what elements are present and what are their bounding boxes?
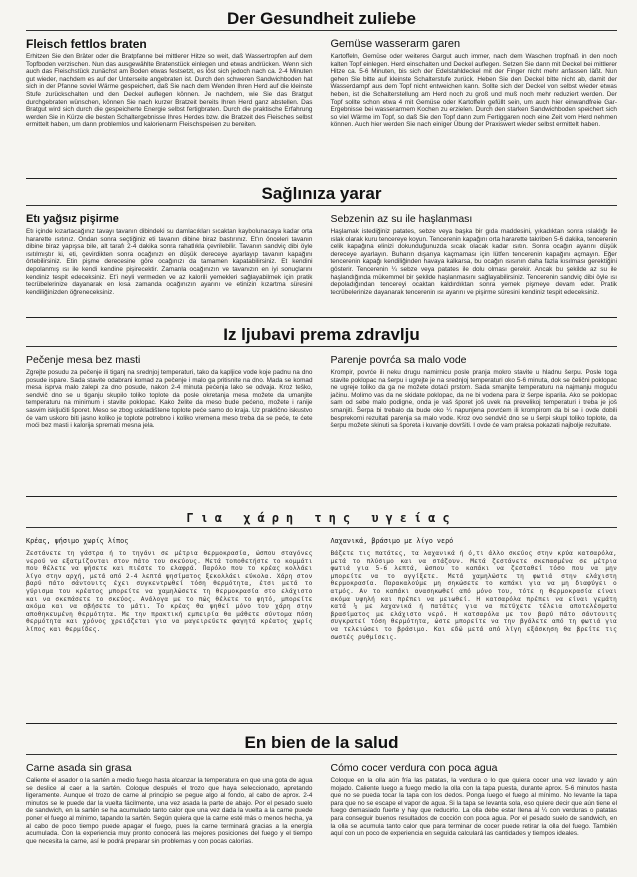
article-body: Zgrejte posudu za pečenje ili tiganj na srednjoj temperaturi, tako da kapljice vode koje padnu na dno posude ispare. Sada stavite odabrani komad za pečenje i malo ga pritisnite na dno. Mada se komad mesa isprva malo zalepi za dno posude, nakon 2-4 minuta pećenja lako se odvaja. Kroz teško, sendvič dno se u tiganju skupilo toliko toplote da posle okretanja mesa možete da umanjite temperaturu na minimum i stavite poklopac. Kako želite da meso bude pećeno, možete i ranije sasvim isključiti šporet. Meso se zbog uskladištene toplote peće samo do kraja. Uz praktično iskustvo će vam uskoro biti jasno koliko je toplote potrebno i koliko vremena meso treba da se peće, te ćete moći bez masti i kalorija spremati mesna jela. — [26, 369, 313, 430]
article-right — [331, 761, 618, 844]
section-title: En bien de la salud — [244, 733, 399, 752]
title-rule — [26, 754, 617, 755]
article-heading: Parenje povrća sa malo vode — [330, 354, 467, 366]
article-body: Erhitzen Sie den Bräter oder die Bratpfanne bei mittlerer Hitze so weit, daß Wassertropfen auf dem Topfboden verzischen. Nun das ausgewählte Bratenstück einlegen und etwas andrücken. Wenn sich auch das Fleischstück zunächst am Boden etwas festsetzt, es löst sich jedoch nach ca. 2-4 Minuten gut wieder, nachdem es auf der Unterseite angebraten ist. Durch den schweren Sandwichboden hat sich in der Pfanne soviel Wärme gespeichert, daß Sie nach dem Wenden Ihren Herd auf die kleinste Stufe zurückschalten und den Deckel auflegen können. Je nachdem, wie Sie das Bratgut durchgebraten wünschen, können Sie nach kurzer Bratzeit bereits Ihren Herd ganz abstellen. Das Bratgut wird sich durch die gespeicherte Energie selbst fertigbraten. Durch die praktische Erfahrung werden Sie in Kürze die besten Schaltergebnisse Ihres Herdes bzw. die Bratzeit des Fleisches selbst ermittelt haben, um dann problemlos und kalorienarm Fleischspeisen zu bereiten. — [26, 53, 313, 129]
section-title: Sağlınıza yarar — [261, 184, 382, 203]
article-heading: Λαχανικά, βράσιμο με λίγο νερό — [330, 537, 454, 545]
article-left — [26, 212, 313, 296]
article-heading: Fleisch fettlos braten — [26, 37, 147, 51]
article-body: Ζεστάνετε τη γάστρα ή το τηγάνι σε μέτρια θερμοκρασία, ώσπου σταγόνες νερού να εξατμίζονται στον πάτο του σκεύους. Μετά τοποθετήστε το κομμάτι που θέλετε να ψήσετε και πιέστε το ελαφρά. Παρόλο που το κρέας κολλάει λίγο στην αρχή, μετά από 2-4 λεπτά ψησίματος ξεκολλάει εύκολα. Χάρη στον βαρύ πάτο σάντουιτς έχει συγκεντρωθεί τόση θερμότητα, έτσι μετά το γύρισμα του κρέατος μπορείτε να χαμηλώσετε τη θερμοκρασία στο ελάχιστο και να σκεπάσετε το σκεύος. Ανάλογα με το πώς θέλετε το ψητό, μπορείτε ακόμα και να σβήσετε το μάτι. Το κρέας θα ψηθεί μόνο του χάρη στην αποθηκευμένη θερμότητα. Με την πρακτική εμπειρία θα μάθετε σύντομα πόση θερμότητα και χρόνος χρειάζεται για να μαγειρεύετε φαγητά κρέατος χωρίς λίπος και θερμίδες. — [26, 550, 313, 633]
article-body: Kartoffeln, Gemüse oder weiteres Gargut auch immer, nach dem Waschen tropfnaß in den noch kalten Topf einlegen. Herd einschalten und Deckel auflegen. Setzen Sie dann mit Deckel bei mittlerer Hitze ca. 5-6 Minuten, bis sich der Edelstahldeckel mit der Finger nicht mehr anfassen läßt. Nun gehen Sie bitte auf kleinste Schalterstufe zurück. Heben Sie den Deckel bitte nicht ab, damit der Wasserdampf aus dem Topf nicht entweichen kann. Sollte sich der Deckel von selbst wieder etwas heben, ist die Schalterstellung am Herd noch zu groß und muß noch mehr reduziert werden. Der Topf sollte schon etwa 4 mit Gemüse oder Kartoffeln gefüllt sein, um auch hier einwandfreie Gar-Ergebnisse bei wasserarmem Kochen zu erzielen. Durch den starken Sandwichboden speichert sich so viel Wärme im Topf, so daß Sie den Topf dann zum Fertiggaren noch eine Zeit vom Herd nehmen können. Auch hier werden Sie nach einiger Übung der Praxiswert wieder selbst ermittelt haben. — [330, 53, 617, 129]
article-left — [26, 37, 313, 129]
article-body: Caliente el asador o la sartén a medio fuego hasta alcanzar la temperatura en que una gota de agua se deslice al caer a la sartén. Coloque después el trozo que haya seleccionado, apretando ligeramente. Aunque el trozo de carne al principio se pegue algo al fondo, al cabo de aprox. 2-4 minutos se le puede dar la vuelta fácilmente, una vez asada la parte de abajo. Por el pesado suelo de sandwich, en la sartén se ha acumulado tanto calor que una vez dada la vuelta a la carne puede poner el fuego al mínimo, tapando la sartén. Según quiera que la carne esté más o menos hecha, ya al cabo de poco tiempo puede apagar el fuego, pues la carne terminará gracias a la energía acumulada. Con la experiencia muy pronto conocerá las mejores posiciones del fuego y el tiempo que necesita la carne, así le podrá preparar sin problemas y con pocas calorías. — [26, 777, 313, 844]
article-heading: Cómo cocer verdura con poca agua — [330, 762, 498, 774]
article-body: Krompir, povrće ili neku drugu namirnicu posle pranja mokro stavite u hladnu šerpu. Posle toga stavite poklopac na šerpu i ugrejte je na srednjoj temperaturi oko 5-6 minuta, dok se čelični poklopac ne ugreje toliko da ga ne možete dotaći prstom. Sada smanjite temperaturu na najmanju moguću jačinu. Molimo vas da ne skidate poklopac, da ne bi vodena para iz šerpe isparila. Ako se poklopac sam od sebe malo podigne, onda je vaš šporet još uvek na prevelikoj temperaturi i treba je još smanjiti. Šerpa bi trebalo da bude oko ¼ napunjena povrćem ili krompirom da bi se i ovde dobili besprekorni rezultati parenja sa malo vode. Kroz ovo sendvič dno se u šerpi skupi toliko toplote, da šerpu možete skinuti sa šporeta i kuvanje dovršiti. I ovde će vam praksa pokazati najbolje rezultate. — [330, 369, 617, 430]
article-heading: Gemüse wasserarm garen — [330, 38, 461, 50]
article-body: Βάζετε τις πατάτες, τα λαχανικά ή ό,τι άλλο σκεύος στην κρύα κατσαρόλα, μετά το πλύσιμο και να στάζουν. Μετά ζεστάνετε σκεπασμένα σε μέτρια φωτιά για 5-6 λεπτά, ώσπου το καπάκι να ζεσταθεί τόσο που να μην μπορείτε να το αγγίξετε. Μετά χαμηλώστε τη φωτιά στην ελάχιστη θερμοκρασία. Παρακαλούμε μη σηκώσετε το καπάκι για να μη διαφύγει ο ατμός. Αν το καπάκι ανασηκωθεί από μόνο του, τότε η θερμοκρασία είναι ακόμα υψηλή και πρέπει να μειωθεί. Η κατσαρόλα πρέπει να είναι γεμάτη κατά ¼ με λαχανικά ή πατάτες για να πετύχετε τέλεια αποτελέσματα βρασίματος με ελάχιστο νερό. Η κατσαρόλα με τον βαρύ πάτο σάντουιτς συγκρατεί τόση θερμότητα, ώστε μπορείτε να την βγάλετε από τη φωτιά για να τελειώσει το βράσιμο. Και εδώ μετά από λίγη εξάσκηση θα βρείτε τις σωστές ρυθμίσεις. — [330, 550, 617, 641]
article-heading: Etı yağsız pişirme — [26, 213, 119, 225]
section-turkish — [26, 179, 617, 317]
section-title: Για χάρη της υγείας — [186, 511, 457, 525]
title-rule — [26, 205, 617, 206]
article-right — [331, 37, 618, 129]
section-greek — [26, 497, 617, 723]
article-heading: Carne asada sin grasa — [26, 762, 132, 774]
section-serbian — [26, 318, 617, 496]
article-left — [26, 761, 313, 844]
article-body: Etı içinde kızartacağınız tavayı tavanın dibindeki su damlacıkları sıcaktan kaybolunacaya kadar orta hararette ısıtınız. Ondan sonra seçtiğiniz eti tavanın dibine biraz bastırınız. Et'ın önceleri tavanın dibine biraz yapışsa bile, alt tarafı 2-4 dakika sonra rahatlıkla çevrilebilir. Tavanın sandviç dibi öyle ısıtılmıştır ki, eti, çevirdikten sonra ocağınızı en düşük dereceye ayarlayıp tavanın kapağını örtebilirsiniz. Etin pişme derecesine göre ocağınızı da tamamen kapatabilirsiniz. Et kendini depolanmış ısı ile kendi kendine pişirecektir. Zamanla ocağınızın ve tavanızın en iyi sonuçlarını kendiniz tespit edeceksiniz. Et'i neyli vermeden ve az kalorili yemekleri sağlayabilmek için pratik tecrübelerinize dayanarak en kısa zamanda ocağınızın ayarını ve etinizin kızartma süresini kendiliğinizden öğreneceksiniz. — [26, 228, 313, 296]
article-left — [26, 353, 313, 430]
article-right — [331, 353, 618, 430]
section-title: Iz ljubavi prema zdravlju — [223, 325, 420, 344]
article-right — [331, 212, 618, 296]
section-title: Der Gesundheit zuliebe — [227, 9, 416, 28]
article-right — [331, 534, 618, 641]
article-heading: Κρέας, ψήσιμο χωρίς λίπος — [26, 537, 129, 545]
title-rule — [26, 30, 617, 31]
article-body: Haşlamak istediğiniz patates, sebze veya başka bir gıda maddesini, yıkadıktan sonra ıslaklığı ile ıslak olarak kuru tencereye koyun. Tencerenin kapağını orta hararette takriben 5-6 dakika, tencerenin celik kapağına elinizi dokunduğunuzda sıcak olacak kadar ısıtın. Sonra ocağın ayarını düşük dereceye ayarlayın. Buharın dışarıya kaçmaması için lütfen tencerenin kapağını açmayın. Eğer tencerenin kapağı kendiliğinden havaya kalkarsa, bu ocağın ısısının daha fazla kısılması gerektiğini gösterir. Tencerenin ¼ sebze veya patates ile dolu olması gerekir. Ancak bu şekilde az su ile haşlandığında mükemmel bir şekilde haşlanmasını sağlayabilirsiniz. Tencerenin sandviç dibi öyle ısı depoladığından tencereyi ocaktan kaldırdıktan sonra yemek pişmeye devam eder. Pratik tecrübelerinize dayanarak tencerenin ısı ayarını ve pişirme süresini kendiniz tespit edeceksiniz. — [330, 228, 617, 296]
article-heading: Sebzenin az su ile haşlanması — [330, 213, 473, 225]
title-rule — [26, 527, 617, 528]
article-heading: Pečenje mesa bez masti — [26, 354, 141, 366]
section-spanish — [26, 724, 617, 844]
article-body: Coloque en la olla aún fría las patatas, la verdura o lo que quiera cocer una vez lavado y aún mojado. Caliente luego a fuego medio la olla con la tapa puesta, durante aprox. 5-6 minutos hasta que no se pueda tocar la tapa con los dedos. Ponga luego el fuego al mínimo. No levante la tapa para que no se escape el vapor de agua. Si la tapa se levanta sola, eso quiere decir que aún tiene el fuego demasiado fuerte y hay que reducirlo. La olla debe estar llena al ¼ con verduras o patatas para conseguir buenos resultados de cocción con poca agua. Por el pesado suelo de sandwich, en la olla se acumula tanto calor que para terminar de cocer puede retirar la olla del fuego. También aquí con un poco de experiencia en seguida calculará las cantidades y tiempos ideales. — [330, 777, 617, 838]
section-german — [26, 8, 617, 178]
article-left — [26, 534, 313, 641]
title-rule — [26, 346, 617, 347]
